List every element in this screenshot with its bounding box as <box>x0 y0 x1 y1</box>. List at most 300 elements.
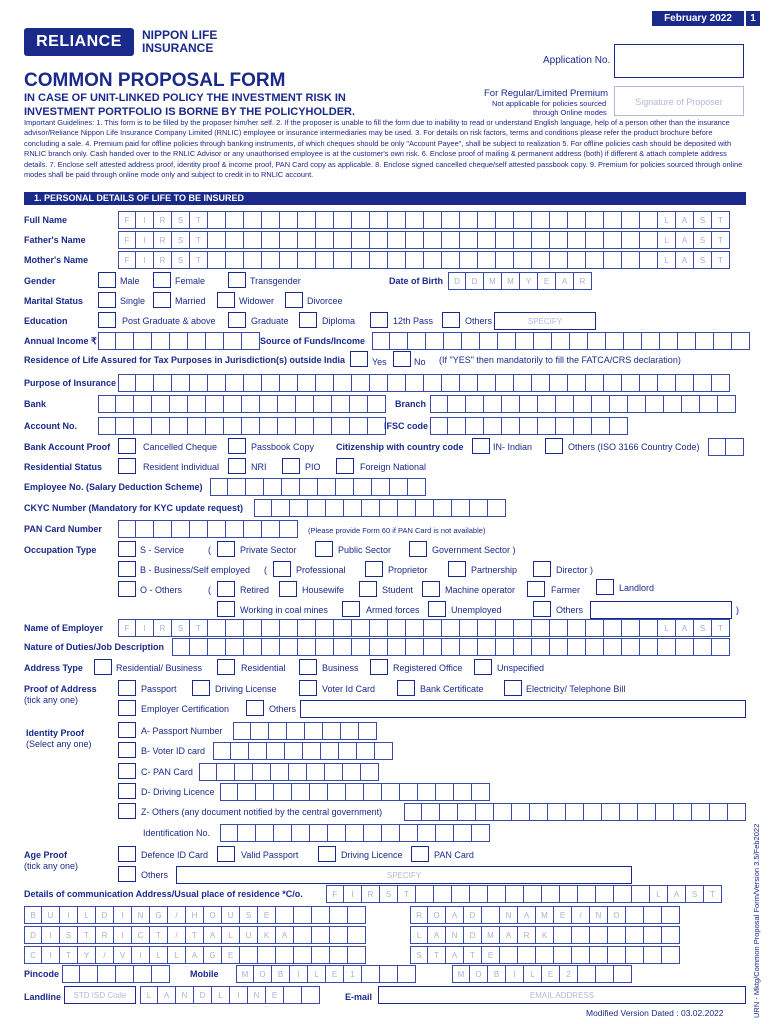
char-box[interactable] <box>488 499 506 517</box>
char-box[interactable] <box>524 885 542 903</box>
char-box[interactable] <box>520 395 538 413</box>
char-box[interactable]: 2 <box>560 965 578 983</box>
char-box[interactable] <box>348 926 366 944</box>
education-specify-field[interactable]: SPECIFY <box>494 312 596 330</box>
char-box[interactable] <box>406 374 424 392</box>
char-box[interactable] <box>152 965 170 983</box>
gender-male-checkbox[interactable] <box>98 272 116 288</box>
char-box[interactable] <box>287 722 305 740</box>
char-box[interactable]: Y <box>520 272 538 290</box>
age-others-checkbox[interactable] <box>118 866 136 882</box>
char-box[interactable] <box>242 332 260 350</box>
char-box[interactable] <box>514 231 532 249</box>
char-box[interactable] <box>316 251 334 269</box>
char-box[interactable]: T <box>190 231 208 249</box>
char-box[interactable] <box>256 824 274 842</box>
char-box[interactable] <box>658 374 676 392</box>
char-box[interactable] <box>452 885 470 903</box>
branch-boxes[interactable] <box>430 395 736 413</box>
char-box[interactable] <box>238 783 256 801</box>
char-box[interactable] <box>269 722 287 740</box>
char-box[interactable] <box>458 803 476 821</box>
char-box[interactable] <box>226 638 244 656</box>
char-box[interactable] <box>610 395 628 413</box>
char-box[interactable] <box>400 783 418 801</box>
char-box[interactable] <box>424 638 442 656</box>
id-driving-boxes[interactable] <box>220 783 490 801</box>
partnership-checkbox[interactable] <box>448 561 466 577</box>
char-box[interactable] <box>406 211 424 229</box>
ckyc-boxes[interactable] <box>254 499 506 517</box>
char-box[interactable] <box>262 520 280 538</box>
char-box[interactable] <box>696 332 714 350</box>
char-box[interactable]: M <box>502 272 520 290</box>
char-box[interactable]: T <box>186 926 204 944</box>
char-box[interactable] <box>644 906 662 924</box>
char-box[interactable] <box>136 520 154 538</box>
char-box[interactable] <box>226 374 244 392</box>
char-box[interactable] <box>460 211 478 229</box>
char-box[interactable] <box>632 885 650 903</box>
char-box[interactable] <box>118 374 136 392</box>
char-box[interactable] <box>476 803 494 821</box>
char-box[interactable] <box>271 763 289 781</box>
char-box[interactable] <box>568 231 586 249</box>
char-box[interactable] <box>460 638 478 656</box>
char-box[interactable] <box>274 824 292 842</box>
char-box[interactable] <box>518 946 536 964</box>
char-box[interactable]: E <box>222 946 240 964</box>
gender-female-checkbox[interactable] <box>153 272 171 288</box>
char-box[interactable]: F <box>118 211 136 229</box>
char-box[interactable]: A <box>676 251 694 269</box>
char-box[interactable] <box>280 619 298 637</box>
char-box[interactable] <box>226 520 244 538</box>
char-box[interactable]: H <box>186 906 204 924</box>
char-box[interactable] <box>586 619 604 637</box>
char-box[interactable] <box>388 251 406 269</box>
retired-checkbox[interactable] <box>217 581 235 597</box>
char-box[interactable] <box>674 803 692 821</box>
char-box[interactable]: I <box>136 211 154 229</box>
char-box[interactable] <box>278 417 296 435</box>
char-box[interactable] <box>370 231 388 249</box>
char-box[interactable] <box>224 332 242 350</box>
char-box[interactable] <box>262 251 280 269</box>
co-name-boxes[interactable] <box>326 885 722 903</box>
char-box[interactable] <box>213 742 231 760</box>
nature-duties-boxes[interactable] <box>172 638 730 656</box>
char-box[interactable] <box>496 231 514 249</box>
char-box[interactable]: T <box>712 251 730 269</box>
defence-id-checkbox[interactable] <box>118 846 136 862</box>
char-box[interactable] <box>408 332 426 350</box>
char-box[interactable] <box>610 417 628 435</box>
char-box[interactable] <box>305 722 323 740</box>
char-box[interactable] <box>484 395 502 413</box>
account-no-boxes[interactable] <box>98 417 386 435</box>
char-box[interactable] <box>550 619 568 637</box>
char-box[interactable]: E <box>258 906 276 924</box>
char-box[interactable]: R <box>410 906 428 924</box>
char-box[interactable] <box>350 417 368 435</box>
char-box[interactable] <box>622 211 640 229</box>
char-box[interactable] <box>361 763 379 781</box>
char-box[interactable] <box>298 638 316 656</box>
char-box[interactable] <box>554 926 572 944</box>
char-box[interactable] <box>334 251 352 269</box>
char-box[interactable] <box>258 946 276 964</box>
armed-forces-checkbox[interactable] <box>342 601 360 617</box>
char-box[interactable]: D <box>466 272 484 290</box>
city-boxes[interactable] <box>24 946 366 964</box>
char-box[interactable] <box>532 211 550 229</box>
private-sector-checkbox[interactable] <box>217 541 235 557</box>
char-box[interactable] <box>626 946 644 964</box>
char-box[interactable] <box>442 231 460 249</box>
char-box[interactable]: M <box>482 926 500 944</box>
char-box[interactable] <box>726 438 744 456</box>
char-box[interactable]: I <box>42 926 60 944</box>
char-box[interactable] <box>170 395 188 413</box>
char-box[interactable] <box>586 638 604 656</box>
char-box[interactable]: A <box>446 906 464 924</box>
char-box[interactable] <box>622 638 640 656</box>
char-box[interactable] <box>352 251 370 269</box>
char-box[interactable]: U <box>240 926 258 944</box>
char-box[interactable]: G <box>204 946 222 964</box>
father-name-boxes[interactable] <box>118 231 730 249</box>
char-box[interactable] <box>640 231 658 249</box>
char-box[interactable] <box>530 803 548 821</box>
char-box[interactable] <box>292 783 310 801</box>
char-box[interactable] <box>208 374 226 392</box>
char-box[interactable] <box>330 946 348 964</box>
char-box[interactable] <box>280 638 298 656</box>
iso-code-boxes[interactable] <box>708 438 744 456</box>
district-boxes[interactable] <box>24 926 366 944</box>
char-box[interactable] <box>334 374 352 392</box>
employee-no-boxes[interactable] <box>210 478 426 496</box>
char-box[interactable] <box>296 417 314 435</box>
char-box[interactable] <box>462 332 480 350</box>
char-box[interactable] <box>302 986 320 1004</box>
char-box[interactable]: S <box>60 926 78 944</box>
email-field[interactable]: EMAIL ADDRESS <box>378 986 746 1004</box>
signature-box[interactable]: Signature of Proposer <box>614 86 744 116</box>
char-box[interactable] <box>217 763 235 781</box>
char-box[interactable]: R <box>362 885 380 903</box>
gender-transgender-checkbox[interactable] <box>228 272 246 288</box>
char-box[interactable] <box>249 742 267 760</box>
char-box[interactable] <box>388 211 406 229</box>
char-box[interactable] <box>656 803 674 821</box>
char-box[interactable] <box>332 395 350 413</box>
char-box[interactable] <box>170 332 188 350</box>
char-box[interactable] <box>206 417 224 435</box>
char-box[interactable] <box>604 619 622 637</box>
char-box[interactable] <box>262 619 280 637</box>
char-box[interactable] <box>574 395 592 413</box>
char-box[interactable] <box>152 395 170 413</box>
char-box[interactable] <box>312 906 330 924</box>
char-box[interactable] <box>436 824 454 842</box>
tax-yes-checkbox[interactable] <box>350 351 368 367</box>
char-box[interactable]: O <box>428 906 446 924</box>
char-box[interactable] <box>418 824 436 842</box>
char-box[interactable] <box>496 638 514 656</box>
char-box[interactable] <box>480 332 498 350</box>
char-box[interactable] <box>644 946 662 964</box>
housewife-checkbox[interactable] <box>279 581 297 597</box>
application-no-field[interactable] <box>614 44 744 78</box>
char-box[interactable]: L <box>222 926 240 944</box>
char-box[interactable]: L <box>658 619 676 637</box>
char-box[interactable] <box>442 374 460 392</box>
char-box[interactable] <box>316 374 334 392</box>
govt-sector-checkbox[interactable] <box>409 541 427 557</box>
char-box[interactable] <box>426 332 444 350</box>
char-box[interactable] <box>352 231 370 249</box>
char-box[interactable] <box>188 332 206 350</box>
char-box[interactable] <box>172 374 190 392</box>
id-passport-checkbox[interactable] <box>118 722 136 738</box>
char-box[interactable] <box>298 374 316 392</box>
annual-income-boxes[interactable] <box>98 332 260 350</box>
char-box[interactable] <box>440 803 458 821</box>
char-box[interactable] <box>572 926 590 944</box>
id-voter-checkbox[interactable] <box>118 742 136 758</box>
char-box[interactable] <box>678 332 696 350</box>
char-box[interactable] <box>408 478 426 496</box>
others-occupation-checkbox[interactable] <box>118 581 136 597</box>
char-box[interactable] <box>588 332 606 350</box>
identification-no-boxes[interactable] <box>220 824 490 842</box>
occupation-others-field[interactable] <box>590 601 732 619</box>
full-name-boxes[interactable] <box>118 211 730 229</box>
widower-checkbox[interactable] <box>217 292 235 308</box>
char-box[interactable]: R <box>154 619 172 637</box>
char-box[interactable]: 1 <box>344 965 362 983</box>
char-box[interactable] <box>532 374 550 392</box>
char-box[interactable] <box>244 231 262 249</box>
mother-name-boxes[interactable] <box>118 251 730 269</box>
char-box[interactable]: T <box>704 885 722 903</box>
char-box[interactable] <box>494 803 512 821</box>
char-box[interactable] <box>334 619 352 637</box>
char-box[interactable]: / <box>96 946 114 964</box>
char-box[interactable]: B <box>488 965 506 983</box>
char-box[interactable] <box>98 965 116 983</box>
char-box[interactable]: L <box>140 986 158 1004</box>
char-box[interactable] <box>514 251 532 269</box>
char-box[interactable]: C <box>132 926 150 944</box>
char-box[interactable] <box>640 619 658 637</box>
char-box[interactable] <box>372 332 390 350</box>
char-box[interactable] <box>604 251 622 269</box>
char-box[interactable] <box>208 520 226 538</box>
char-box[interactable]: D <box>464 926 482 944</box>
char-box[interactable] <box>242 395 260 413</box>
char-box[interactable] <box>662 906 680 924</box>
char-box[interactable] <box>294 906 312 924</box>
pio-checkbox[interactable] <box>282 458 300 474</box>
char-box[interactable] <box>516 332 534 350</box>
char-box[interactable] <box>310 783 328 801</box>
char-box[interactable] <box>199 763 217 781</box>
char-box[interactable] <box>454 783 472 801</box>
char-box[interactable]: U <box>42 906 60 924</box>
char-box[interactable] <box>206 395 224 413</box>
char-box[interactable] <box>572 946 590 964</box>
dob-boxes[interactable] <box>448 272 592 290</box>
indian-checkbox[interactable] <box>472 438 490 454</box>
char-box[interactable] <box>626 906 644 924</box>
char-box[interactable] <box>244 520 262 538</box>
char-box[interactable] <box>406 251 424 269</box>
char-box[interactable] <box>578 965 596 983</box>
char-box[interactable] <box>496 211 514 229</box>
char-box[interactable] <box>604 231 622 249</box>
char-box[interactable] <box>332 417 350 435</box>
char-box[interactable] <box>434 499 452 517</box>
voter-id-addr-checkbox[interactable] <box>299 680 317 696</box>
char-box[interactable]: L <box>524 965 542 983</box>
char-box[interactable] <box>375 742 393 760</box>
char-box[interactable] <box>578 885 596 903</box>
char-box[interactable] <box>390 478 408 496</box>
char-box[interactable]: L <box>78 906 96 924</box>
char-box[interactable] <box>406 619 424 637</box>
char-box[interactable] <box>303 742 321 760</box>
char-box[interactable] <box>534 332 552 350</box>
public-sector-checkbox[interactable] <box>315 541 333 557</box>
char-box[interactable] <box>256 783 274 801</box>
char-box[interactable]: L <box>658 211 676 229</box>
building-boxes[interactable] <box>24 906 366 924</box>
char-box[interactable] <box>334 231 352 249</box>
director-checkbox[interactable] <box>533 561 551 577</box>
char-box[interactable]: / <box>168 906 186 924</box>
char-box[interactable]: L <box>658 251 676 269</box>
char-box[interactable]: D <box>96 906 114 924</box>
char-box[interactable]: S <box>694 231 712 249</box>
char-box[interactable]: L <box>650 885 668 903</box>
char-box[interactable] <box>584 803 602 821</box>
char-box[interactable]: M <box>236 965 254 983</box>
employer-name-boxes[interactable] <box>118 619 730 637</box>
char-box[interactable] <box>226 619 244 637</box>
electricity-checkbox[interactable] <box>504 680 522 696</box>
char-box[interactable] <box>484 417 502 435</box>
registered-office-checkbox[interactable] <box>370 659 388 675</box>
char-box[interactable] <box>316 638 334 656</box>
char-box[interactable] <box>292 824 310 842</box>
char-box[interactable] <box>640 211 658 229</box>
char-box[interactable] <box>98 417 116 435</box>
char-box[interactable] <box>316 619 334 637</box>
char-box[interactable] <box>694 638 712 656</box>
char-box[interactable] <box>712 638 730 656</box>
state-boxes[interactable] <box>410 946 680 964</box>
char-box[interactable]: I <box>136 619 154 637</box>
char-box[interactable] <box>354 478 372 496</box>
char-box[interactable] <box>352 619 370 637</box>
char-box[interactable] <box>596 885 614 903</box>
char-box[interactable] <box>586 231 604 249</box>
char-box[interactable]: N <box>590 906 608 924</box>
char-box[interactable] <box>388 231 406 249</box>
char-box[interactable]: I <box>136 251 154 269</box>
char-box[interactable] <box>472 824 490 842</box>
char-box[interactable]: A <box>446 946 464 964</box>
char-box[interactable]: T <box>712 231 730 249</box>
char-box[interactable] <box>289 763 307 781</box>
char-box[interactable] <box>454 824 472 842</box>
char-box[interactable]: I <box>42 946 60 964</box>
char-box[interactable] <box>226 231 244 249</box>
char-box[interactable] <box>514 638 532 656</box>
char-box[interactable]: E <box>326 965 344 983</box>
char-box[interactable] <box>442 638 460 656</box>
char-box[interactable] <box>478 251 496 269</box>
char-box[interactable] <box>388 638 406 656</box>
char-box[interactable] <box>274 783 292 801</box>
char-box[interactable] <box>620 803 638 821</box>
char-box[interactable] <box>382 783 400 801</box>
char-box[interactable] <box>568 374 586 392</box>
char-box[interactable]: I <box>60 906 78 924</box>
char-box[interactable]: I <box>114 906 132 924</box>
char-box[interactable]: B <box>272 965 290 983</box>
char-box[interactable] <box>550 638 568 656</box>
char-box[interactable] <box>644 926 662 944</box>
char-box[interactable]: L <box>150 946 168 964</box>
char-box[interactable] <box>658 638 676 656</box>
char-box[interactable] <box>568 638 586 656</box>
char-box[interactable] <box>398 965 416 983</box>
char-box[interactable] <box>520 417 538 435</box>
char-box[interactable] <box>590 926 608 944</box>
char-box[interactable] <box>316 211 334 229</box>
char-box[interactable]: C <box>24 946 42 964</box>
char-box[interactable] <box>466 417 484 435</box>
char-box[interactable] <box>348 906 366 924</box>
char-box[interactable] <box>568 211 586 229</box>
char-box[interactable] <box>326 499 344 517</box>
tax-no-checkbox[interactable] <box>393 351 411 367</box>
education-others-checkbox[interactable] <box>442 312 460 328</box>
char-box[interactable] <box>482 906 500 924</box>
char-box[interactable] <box>280 520 298 538</box>
char-box[interactable] <box>300 478 318 496</box>
char-box[interactable] <box>116 417 134 435</box>
char-box[interactable] <box>400 824 418 842</box>
char-box[interactable] <box>334 638 352 656</box>
char-box[interactable] <box>370 374 388 392</box>
purpose-boxes[interactable] <box>118 374 730 392</box>
char-box[interactable]: T <box>398 885 416 903</box>
char-box[interactable] <box>532 619 550 637</box>
char-box[interactable] <box>608 926 626 944</box>
char-box[interactable] <box>712 374 730 392</box>
char-box[interactable] <box>470 499 488 517</box>
professional-checkbox[interactable] <box>273 561 291 577</box>
mobile2-boxes[interactable] <box>452 965 632 983</box>
char-box[interactable] <box>710 803 728 821</box>
char-box[interactable] <box>506 885 524 903</box>
char-box[interactable]: A <box>428 926 446 944</box>
